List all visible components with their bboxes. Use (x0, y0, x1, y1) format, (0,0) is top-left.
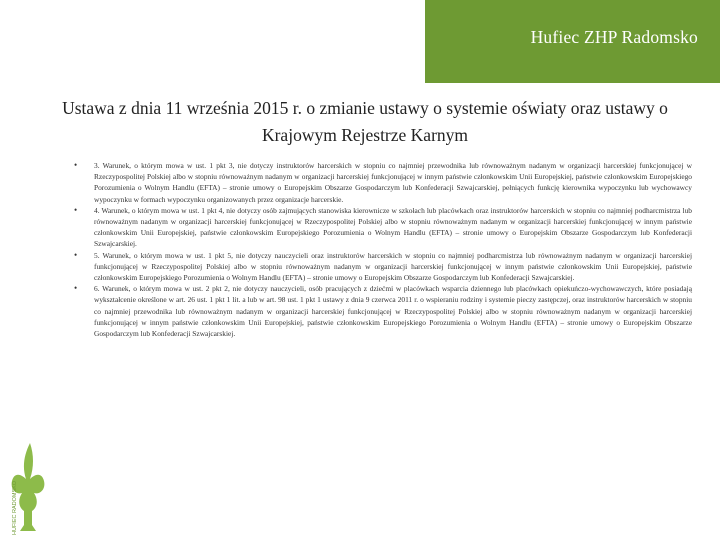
bullet-item (72, 250, 692, 284)
bullet-dot-icon: • (74, 204, 78, 215)
slide-title: Ustawa z dnia 11 września 2015 r. o zmianie ustawy o systemie oświaty oraz ustawy o Krajowym Rejestrze Karnym (62, 98, 668, 145)
bullet-dot-icon: • (74, 160, 78, 170)
bullet-item (72, 160, 692, 205)
header-banner (425, 0, 720, 83)
bullet-item (72, 283, 692, 339)
bullet-text: 3. Warunek, o którym mowa w ust. 1 pkt 3, nie dotyczy instruktorów harcerskich w stopniu co najmniej przewodnika lub równoważnym nadanym w organizacji harcerskiej funkcjonującej w Rzeczypospolitej Polskiej albo w stopniu równoważnym nadanym w organizacji harcerskiej funkcjonującej w innym państwie członkowskim Unii Europejskiej, państwie członkowskim Europejskiego Porozumienia o Wolnym Handlu (EFTA) – stronie umowy o Europejskim Obszarze Gospodarczym lub Konfederacji Szwajcarskiej, pełniących funkcję kierownika wypoczynku lub wychowawcy wypoczynku w formach wypoczynku organizowanych przez organizacje harcerskie. (94, 161, 692, 204)
logo-text: HUFIEC RADOMSKO (12, 480, 18, 535)
bullet-text: 4. Warunek, o którym mowa w ust. 1 pkt 4, nie dotyczy osób zajmujących stanowiska kierownicze w szkołach lub placówkach oraz instruktorów harcerskich w stopniu co najmniej podharcmistrza lub równoważnym nadanym w organizacji harcerskiej funkcjonującej w Rzeczypospolitej Polskiej albo w stopniu równoważnym nadanym w organizacji harcerskiej funkcjonującej w innym państwie członkowskim Unii Europejskiej, państwie członkowskim Europejskiego Porozumienia o Wolnym Handlu (EFTA) – stronie umowy o Europejskim Obszarze Gospodarczym lub Konfederacji Szwajcarskiej. (94, 205, 692, 249)
hufiec-logo (6, 435, 48, 540)
bullet-text: 6. Warunek, o którym mowa w ust. 2 pkt 2, nie dotyczy nauczycieli, osób pracujących z dziećmi w placówkach wsparcia dziennego lub placówkach opiekuńczo-wychowawczych, które posiadają wykształcenie określone w art. 26 ust. 1 pkt 1 lit. a lub w art. 98 ust. 1 pkt 1 ustawy z dnia 9 czerwca 2011 r. o wspieraniu rodziny i systemie pieczy zastępczej, oraz instruktorów harcerskich w stopniu co najmniej przewodnika lub równoważnym nadanym w organizacji harcerskiej funkcjonującej w Rzeczypospolitej Polskiej albo w stopniu równoważnym nadanym w organizacji harcerskiej funkcjonującej w innym państwie członkowskim Unii Europejskiej, państwie członkowskim Europejskiego Porozumienia o Wolnym Handlu (EFTA) – stronie umowy o Europejskim Obszarze Gospodarczym lub Konfederacji Szwajcarskiej. (94, 284, 692, 339)
bullet-dot-icon: • (74, 249, 78, 260)
bullet-item (72, 205, 692, 250)
header-title: Hufiec ZHP Radomsko (530, 27, 698, 47)
bullet-list (72, 160, 692, 339)
bullet-dot-icon: • (74, 283, 78, 294)
bullet-text: 5. Warunek, o którym mowa w ust. 1 pkt 5, nie dotyczy nauczycieli oraz instruktorów harcerskich w stopniu co najmniej podharcmistrza lub równoważnym nadanym w organizacji harcerskiej funkcjonującej w Rzeczypospolitej Polskiej albo w stopniu równoważnym nadanym w organizacji harcerskiej funkcjonującej w innym państwie członkowskim Unii Europejskiej, państwie członkowskim Europejskiego Porozumienia o Wolnym Handlu (EFTA) – stronie umowy o Europejskim Obszarze Gospodarczym lub Konfederacji Szwajcarskiej. (94, 250, 692, 283)
fleur-de-lis-icon (6, 435, 48, 540)
